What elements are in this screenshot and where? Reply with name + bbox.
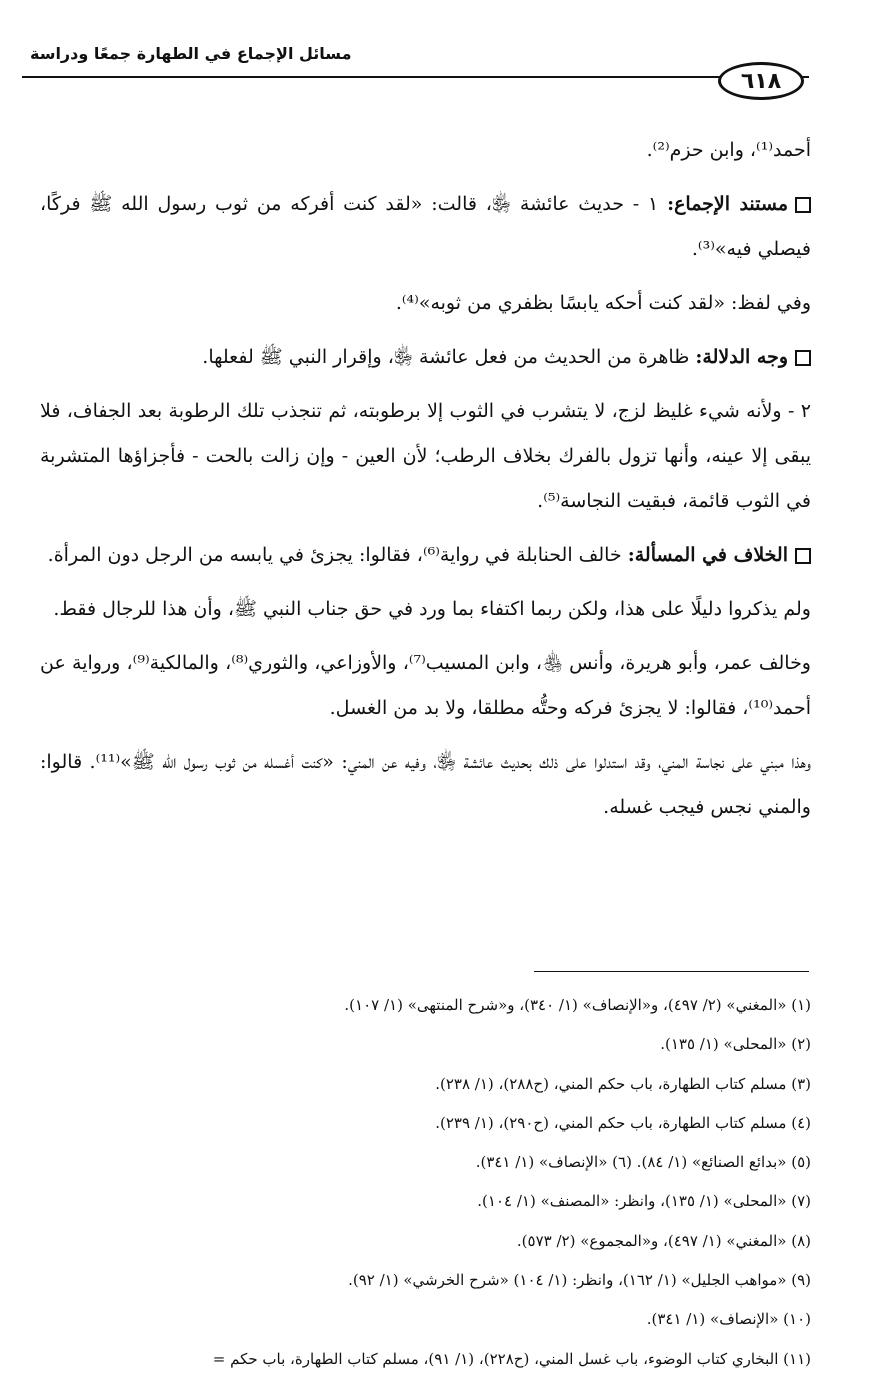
section-label-disagreement: الخلاف في المسألة: [627, 544, 788, 566]
paragraph-7: ولم يذكروا دليلًا على هذا، ولكن ربما اكتفاء بما ورد في حق جناب النبي ﷺ، وأن هذا للرجال فقط. [53, 598, 811, 620]
footnote: (١١) البخاري كتاب الوضوء، باب غسل المني، (ح٢٢٨)، (١/ ٩١)، مسلم كتاب الطهارة، باب حكم = [212, 1349, 811, 1368]
paragraph-reason-2: ٢ - ولأنه شيء غليظ لزج، لا يتشرب في الثوب إلا برطوبته، ثم تنجذب تلك الرطوبة بعد الجفاف، فلا يبقى إلا عينه، وأنها تزول بالفرك بخلاف الرطب؛ لأن العين - وإن زالت بالحت - فأجزاؤها المتشربة في الثوب قائمة، فبقيت النجاسة⁽⁵⁾. [40, 400, 811, 512]
paragraph-9: وهذا مبني على نجاسة المني، وقد استدلوا على ذلك بحديث عائشة ﵂، وفيه عن المني: «كنت أغسله من ثوب رسول الله ﷺ»⁽¹¹⁾. قالوا: والمني نجس فيجب غسله. [40, 751, 811, 818]
paragraph-8: وخالف عمر، وأبو هريرة، وأنس ﵃، وابن المسيب⁽⁷⁾، والأوزاعي، والثوري⁽⁸⁾، والمالكية⁽⁹⁾، ورواية عن أحمد⁽¹⁰⁾، فقالوا: لا يجزئ فركه وحتُّه مطلقا، ولا بد من الغسل. [40, 652, 811, 719]
section-text-disagreement: خالف الحنابلة في رواية⁽⁶⁾، فقالوا: يجزئ في يابسه من الرجل دون المرأة. [47, 544, 622, 566]
footnote: (٨) «المغني» (١/ ٤٩٧)، و«المجموع» (٢/ ٥٧٣). [516, 1231, 811, 1250]
footnote: (٥) «بدائع الصنائع» (١/ ٨٤). (٦) «الإنصاف» (١/ ٣٤١). [475, 1153, 811, 1172]
running-header-title: مسائل الإجماع في الطهارة جمعًا ودراسة [30, 44, 352, 63]
main-text [40, 128, 811, 839]
paragraph-variant-wording: وفي لفظ: «لقد كنت أحكه يابسًا بظفري من ثوبه»⁽⁴⁾. [395, 292, 811, 314]
section-text-evidence: ظاهرة من الحديث من فعل عائشة ﵂، وإقرار النبي ﷺ لفعلها. [202, 346, 690, 368]
section-text-ijma-basis: ١ - حديث عائشة ﵂، قالت: «لقد كنت أفركه من ثوب رسول الله ﷺ فركًا، فيصلي فيه»⁽³⁾. [40, 193, 811, 260]
footnote: (٣) مسلم كتاب الطهارة، باب حكم المني، (ح٢٨٨)، (١/ ٢٣٨). [435, 1074, 811, 1093]
square-bullet-icon [795, 350, 811, 366]
page-number: ٦١٨ [718, 62, 804, 100]
section-label-ijma-basis: مستند الإجماع: [667, 193, 789, 215]
footnotes [22, 986, 811, 1379]
footnote: (٢) «المحلى» (١/ ١٣٥). [660, 1035, 811, 1054]
footnote: (١) «المغني» (٢/ ٤٩٧)، و«الإنصاف» (١/ ٣٤٠)، و«شرح المنتهى» (١/ ١٠٧). [344, 996, 811, 1014]
footnote: (٩) «مواهب الجليل» (١/ ١٦٢)، وانظر: (١/ ١٠٤) «شرح الخرشي» (١/ ٩٢). [348, 1271, 811, 1290]
square-bullet-icon [795, 548, 811, 564]
header-rule [22, 76, 809, 78]
footnote-separator [534, 971, 809, 972]
paragraph-disagreement [40, 533, 811, 578]
square-bullet-icon [795, 197, 811, 213]
footnote: (٧) «المحلى» (١/ ١٣٥)، وانظر: «المصنف» (١/ ١٠٤). [477, 1192, 811, 1211]
paragraph-1: أحمد⁽¹⁾، وابن حزم⁽²⁾. [646, 139, 811, 161]
section-label-evidence: وجه الدلالة: [695, 346, 788, 368]
paragraph-ijma-basis [40, 182, 811, 272]
footnote: (٤) مسلم كتاب الطهارة، باب حكم المني، (ح٢٩٠)، (١/ ٢٣٩). [435, 1113, 811, 1132]
paragraph-evidence [40, 335, 811, 380]
footnote: (١٠) «الإنصاف» (١/ ٣٤١). [646, 1310, 811, 1329]
